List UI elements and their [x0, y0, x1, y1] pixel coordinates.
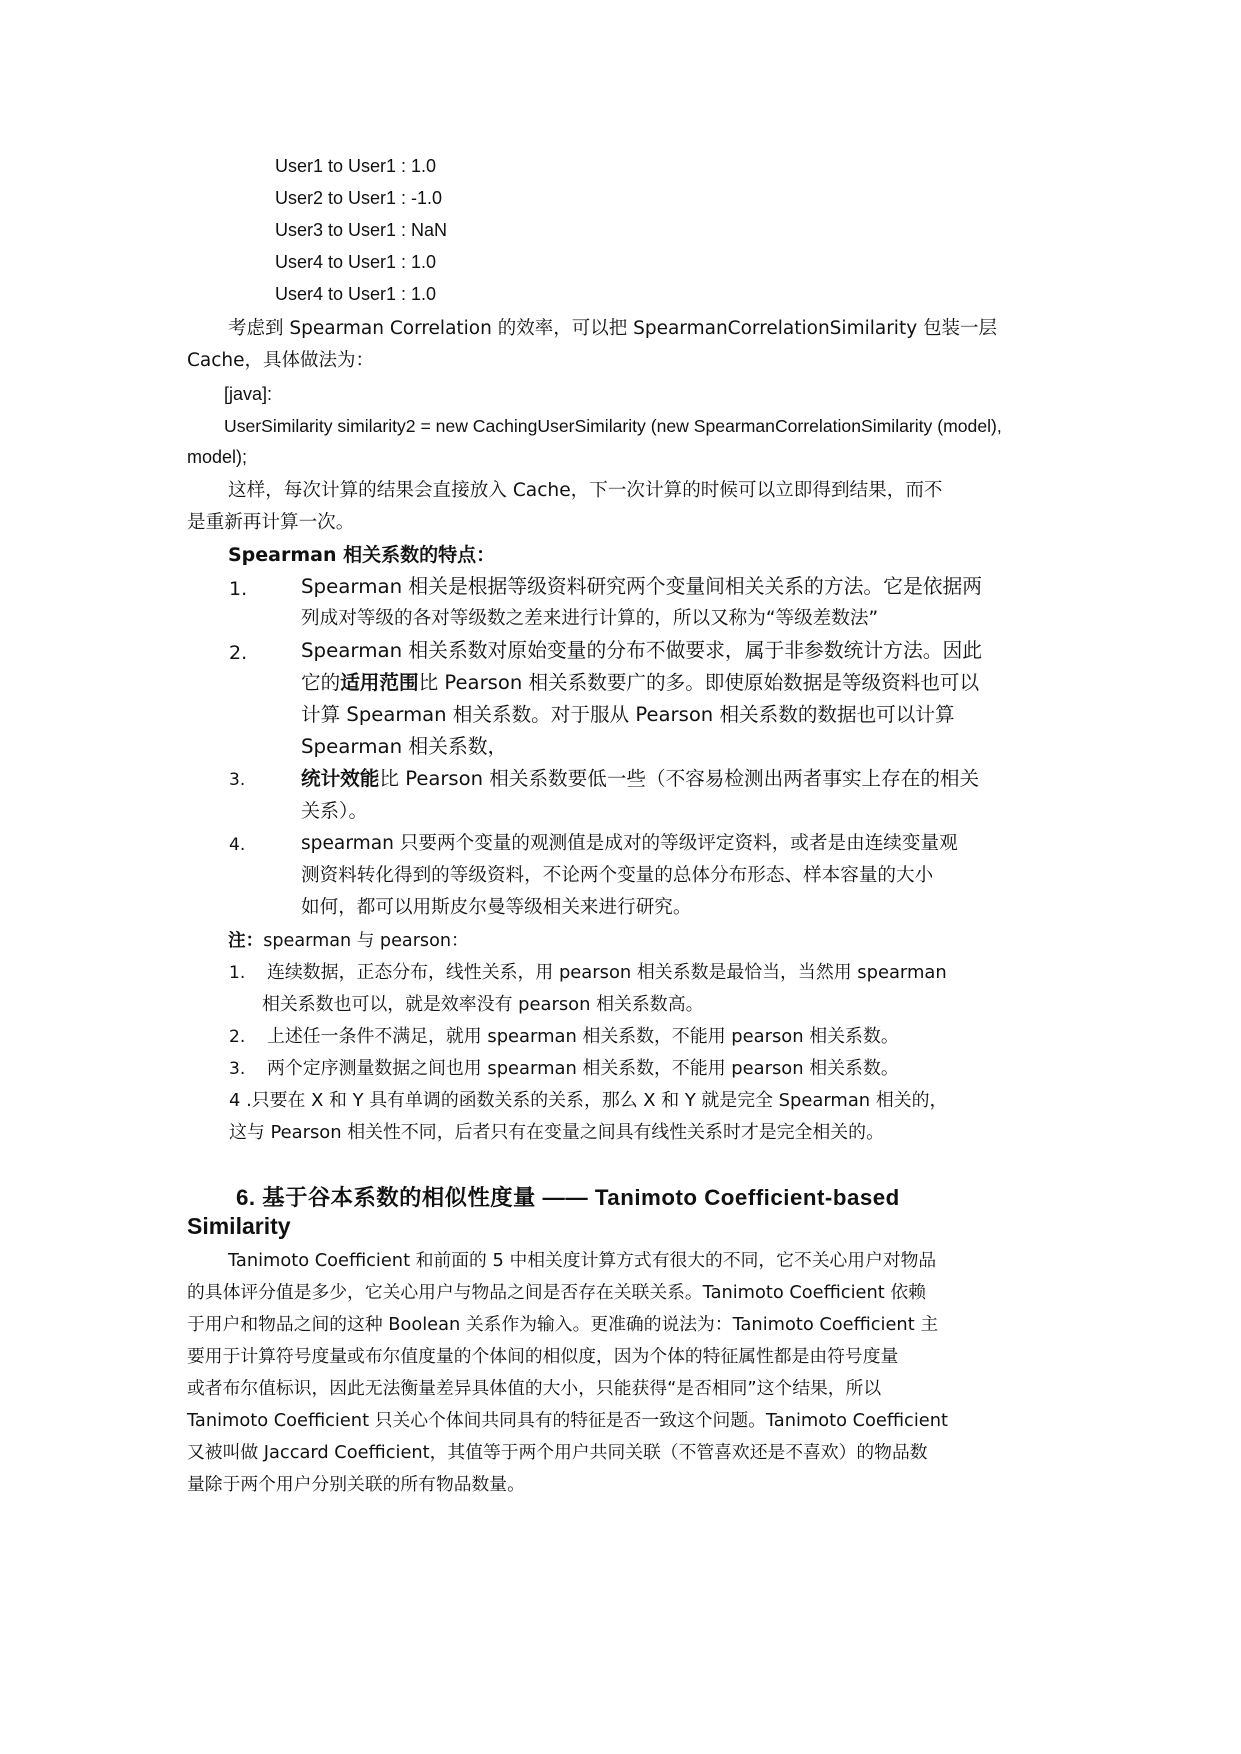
list-number: 1.	[229, 963, 246, 983]
paragraph-line: 或者布尔值标识，因此无法衡量差异具体值的大小，只能获得“是否相同”这个结果，所以	[187, 1378, 882, 1399]
list-number: 2.	[229, 1027, 246, 1047]
paragraph-line: Cache，具体做法为：	[187, 350, 375, 371]
emphasis-text: 适用范围	[340, 671, 419, 694]
paragraph-line: 的具体评分值是多少，它关心用户与物品之间是否存在关联关系。Tanimoto Coefficient 依赖	[187, 1282, 926, 1303]
paragraph-line: 这样，每次计算的结果会直接放入 Cache，下一次计算的时候可以立即得到结果，而不	[228, 480, 943, 501]
result-line: User4 to User1 : 1.0	[275, 252, 437, 272]
list-item-line: 如何，都可以用斯皮尔曼等级相关来进行研究。	[301, 897, 692, 918]
code-line: UserSimilarity similarity2 = new CachingUserSimilarity (new SpearmanCorrelationSimilarity (model),	[224, 416, 1002, 436]
result-line: User4 to User1 : 1.0	[275, 284, 437, 304]
list-item-line: 计算 Spearman 相关系数。对于服从 Pearson 相关系数的数据也可以计算	[301, 703, 955, 726]
result-line: User1 to User1 : 1.0	[275, 156, 437, 176]
note-line: 两个定序测量数据之间也用 spearman 相关系数，不能用 pearson 相关系数。	[267, 1058, 899, 1079]
note-line: 相关系数也可以，就是效率没有 pearson 相关系数高。	[262, 994, 704, 1015]
note-heading: 注：spearman 与 pearson：	[228, 931, 469, 951]
paragraph-line: 是重新再计算一次。	[187, 512, 355, 533]
list-number: 2.	[229, 642, 248, 664]
code-line: model);	[187, 447, 248, 467]
list-item-line: 测资料转化得到的等级资料，不论两个变量的总体分布形态、样本容量的大小	[301, 865, 934, 886]
list-item-line: 统计效能比 Pearson 相关系数要低一些（不容易检测出两者事实上存在的相关	[301, 767, 980, 790]
list-number: 3.	[229, 770, 246, 790]
result-line: User2 to User1 : -1.0	[275, 188, 443, 208]
list-item-line: Spearman 相关系数对原始变量的分布不做要求，属于非参数统计方法。因此	[301, 639, 983, 662]
result-line: User3 to User1 : NaN	[275, 220, 448, 240]
section-heading: Similarity	[187, 1213, 291, 1239]
list-number: 1.	[229, 578, 248, 600]
list-number: 4.	[229, 835, 246, 855]
note-line: 上述任一条件不满足，就用 spearman 相关系数，不能用 pearson 相关系数。	[267, 1026, 899, 1047]
note-line: 连续数据，正态分布，线性关系，用 pearson 相关系数是最恰当，当然用 spearman	[267, 962, 947, 983]
note-line: 这与 Pearson 相关性不同，后者只有在变量之间具有线性关系时才是完全相关的。	[229, 1122, 884, 1143]
paragraph-line: 又被叫做 Jaccard Coefficient，其值等于两个用户共同关联（不管喜欢还是不喜欢）的物品数	[187, 1442, 928, 1463]
paragraph-line: 量除于两个用户分别关联的所有物品数量。	[187, 1474, 525, 1495]
note-line: 4 .只要在 X 和 Y 具有单调的函数关系的关系，那么 X 和 Y 就是完全 Spearman 相关的，	[229, 1090, 948, 1111]
code-lang-label: [java]:	[224, 384, 273, 404]
section-heading: 6. 基于谷本系数的相似性度量 —— Tanimoto Coefficient-based	[236, 1185, 900, 1210]
paragraph-line: 考虑到 Spearman Correlation 的效率，可以把 SpearmanCorrelationSimilarity 包装一层	[228, 318, 998, 339]
paragraph-line: 要用于计算符号度量或布尔值度量的个体间的相似度，因为个体的特征属性都是由符号度量	[187, 1346, 899, 1367]
list-item-line: spearman 只要两个变量的观测值是成对的等级评定资料，或者是由连续变量观	[301, 833, 958, 854]
list-item-line: 列成对等级的各对等级数之差来进行计算的，所以又称为“等级差数法”	[301, 608, 879, 629]
list-item-line: 关系）。	[301, 800, 368, 822]
list-number: 3.	[229, 1059, 246, 1079]
paragraph-line: Tanimoto Coefficient 只关心个体间共同具有的特征是否一致这个问题。Tanimoto Coefficient	[187, 1410, 948, 1431]
list-item-line: Spearman 相关系数，	[301, 735, 508, 758]
list-item-line: 它的适用范围比 Pearson 相关系数要广的多。即使原始数据是等级资料也可以	[301, 671, 980, 694]
emphasis-text: 统计效能	[301, 767, 380, 790]
list-item-line: Spearman 相关是根据等级资料研究两个变量间相关关系的方法。它是依据两	[301, 575, 983, 598]
section-heading: Spearman 相关系数的特点：	[228, 544, 496, 566]
paragraph-line: Tanimoto Coefficient 和前面的 5 中相关度计算方式有很大的不同，它不关心用户对物品	[228, 1250, 937, 1271]
paragraph-line: 于用户和物品之间的这种 Boolean 关系作为输入。更准确的说法为：Tanimoto Coefficient 主	[187, 1314, 939, 1335]
